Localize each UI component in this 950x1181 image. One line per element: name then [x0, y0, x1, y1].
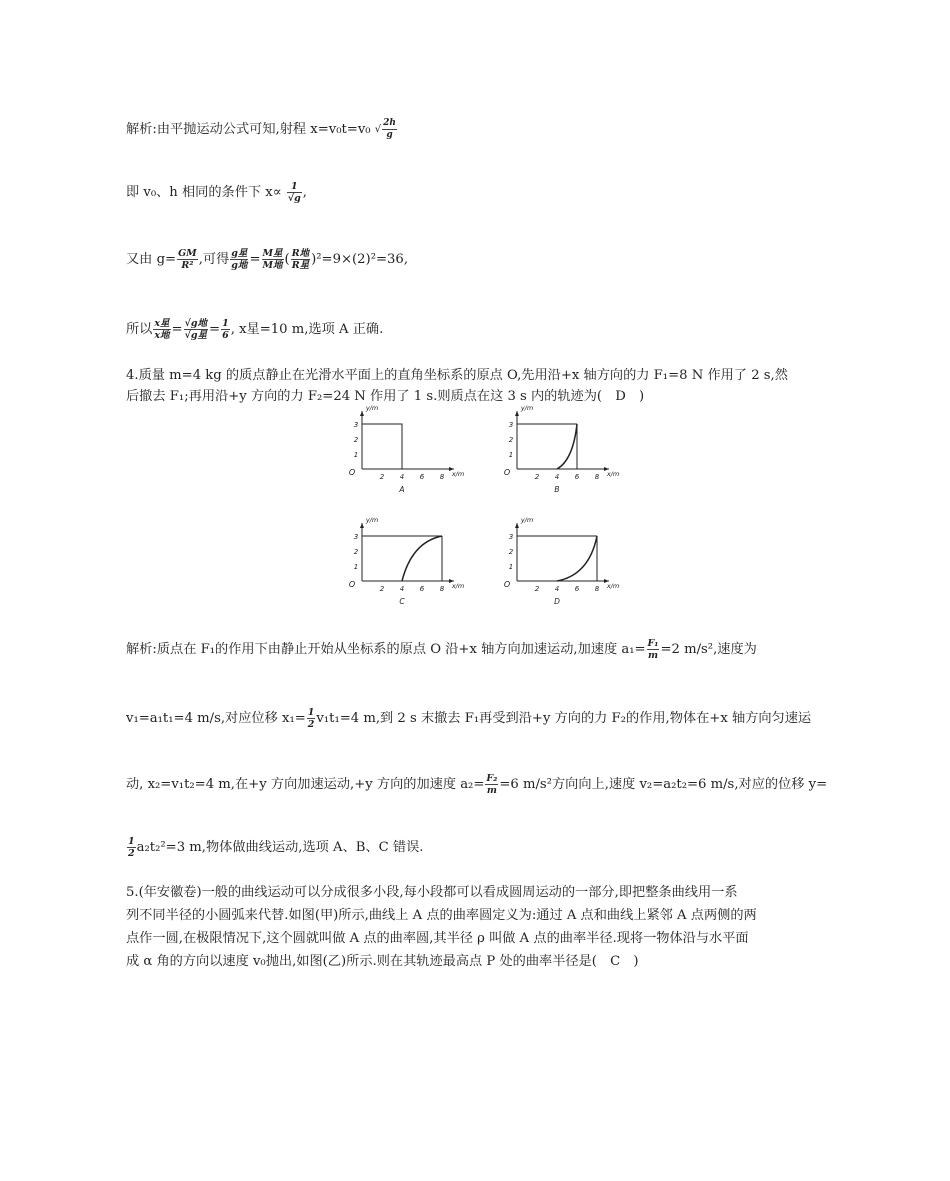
q4-line1: 4.质量 m=4 kg 的质点静止在光滑水平面上的直角坐标系的原点 O,先用沿+x 轴方向的力 F₁=8 N 作用了 2 s,然: [126, 368, 788, 383]
fraction-f1-over-m: $\frac{\text{F₁}}{m}$: [647, 638, 659, 661]
x-axis-label-B: x/m: [606, 470, 620, 478]
q5-line2: 列不同半径的小圆弧来代替.如图(甲)所示,曲线上 A 点的曲率圆定义为:通过 A 点和曲线上紧邻 A 点两侧的两: [126, 908, 757, 923]
y-tick-D-1: 1: [508, 563, 514, 571]
q5-line4: 成 α 角的方向以速度 v₀抛出,如图(乙)所示.则在其轨迹最高点 P 处的曲率半径是( C ): [126, 954, 639, 969]
x-tick-C-8: 8: [439, 585, 445, 593]
trajectory-graphs: [330, 403, 630, 613]
y-tick-B-3: 3: [508, 421, 514, 429]
fraction-f2-over-m: $\frac{\text{F₂}}{m}$: [486, 773, 498, 796]
x-tick-A-2: 2: [379, 473, 385, 481]
x-tick-C-2: 2: [379, 585, 385, 593]
trajectory-B: [557, 424, 577, 469]
origin-label-B: O: [503, 468, 511, 477]
q4-line2: 后撤去 F₁;再用沿+y 方向的力 F₂=24 N 作用了 1 s.则质点在这 3 s 内的轨迹为( D ): [126, 389, 645, 404]
panel-label-C: C: [399, 597, 405, 606]
sqrt-2h-over-g: √ $\frac{2h}{g}$: [374, 118, 396, 140]
y-arrow-B: [515, 411, 519, 416]
y-axis-label-A: y/m: [365, 404, 379, 412]
fraction-one-sixth: $\frac{1}{6}$: [222, 318, 229, 341]
q5-line1: 5.(年安徽卷)一般的曲线运动可以分成很多小段,每小段都可以看成圆周运动的一部分,即把整条曲线用一系: [126, 885, 738, 900]
y-tick-B-2: 2: [508, 436, 514, 444]
analysis2-line4: $\frac{1}{2}$ a₂t₂²=3 m,物体做曲线运动,选项 A、B、C 错误.: [128, 836, 424, 859]
y-tick-A-3: 3: [353, 421, 359, 429]
fraction-one-half: $\frac{1}{2}$: [307, 707, 315, 730]
x-tick-B-2: 2: [534, 473, 540, 481]
x-axis-label-C: x/m: [451, 582, 465, 590]
panel-label-B: B: [554, 485, 560, 494]
fraction-gm-r2: $\frac{GM}{\text{R²}}$: [178, 248, 197, 271]
panel-label-A: A: [399, 485, 405, 494]
x-tick-D-4: 4: [554, 585, 560, 593]
origin-label-A: O: [348, 468, 356, 477]
analysis2-line2: v₁=a₁t₁=4 m/s,对应位移 x₁= $\frac{1}{2}$ v₁t₁=4 m,到 2 s 末撤去 F₁再受到沿+y 方向的力 F₂的作用,物体在+x 轴方向匀速运: [126, 707, 812, 730]
y-tick-C-2: 2: [353, 548, 359, 556]
fraction-one-half-2: $\frac{1}{2}$: [128, 836, 135, 859]
x-tick-C-6: 6: [419, 585, 425, 593]
fraction-g-ratio: $\frac{\text{g星}}{\text{g地}}$: [231, 248, 248, 271]
analysis1-line2: 即 v₀、h 相同的条件下 x∝ $\frac{1}{√g}$ ,: [126, 181, 307, 204]
origin-label-D: O: [503, 580, 511, 589]
y-axis-label-C: y/m: [365, 516, 379, 524]
x-tick-A-4: 4: [399, 473, 405, 481]
analysis1-line3: 又由 g= $\frac{GM}{\text{R²}}$ ,可得 $\frac{\text{g星}}{\text{g地}}$ = $\frac{\text{M星}}{\text{M地}}$ ( $\frac{\text{R地}}{\text{R星}}$ )²=9×(2)²=36,: [126, 248, 409, 271]
trajectory-A: [362, 424, 402, 469]
y-tick-A-2: 2: [353, 436, 359, 444]
fraction-x-ratio: $\frac{\text{x星}}{\text{x地}}$: [154, 318, 170, 341]
x-tick-A-8: 8: [439, 473, 445, 481]
y-tick-B-1: 1: [508, 451, 514, 459]
analysis2-line3: 动, x₂=v₁t₂=4 m,在+y 方向加速运动,+y 方向的加速度 a₂= $\frac{\text{F₂}}{m}$ =6 m/s²方向向上,速度 v₂=a₂t₂=6 m/s,对应的位移 y=: [126, 773, 828, 796]
analysis1-line1: 解析:由平抛运动公式可知,射程 x=v₀t=v₀ √ $\frac{2h}{g}$: [126, 118, 396, 140]
x-tick-C-4: 4: [399, 585, 405, 593]
x-tick-B-4: 4: [554, 473, 560, 481]
fraction-m-ratio: $\frac{\text{M星}}{\text{M地}}$: [262, 248, 283, 271]
x-tick-A-6: 6: [419, 473, 425, 481]
fraction-one-over-sqrt-g: $\frac{1}{√g}$: [287, 181, 301, 204]
fraction-r-ratio: $\frac{\text{R地}}{\text{R星}}$: [291, 248, 310, 271]
trajectory-C: [402, 536, 442, 581]
x-tick-B-8: 8: [594, 473, 600, 481]
x-axis-label-D: x/m: [606, 582, 620, 590]
y-arrow-A: [360, 411, 364, 416]
y-axis-label-D: y/m: [520, 516, 534, 524]
y-axis-label-B: y/m: [520, 404, 534, 412]
q5-line3: 点作一圆,在极限情况下,这个圆就叫做 A 点的曲率圆,其半径 ρ 叫做 A 点的曲率半径.现将一物体沿与水平面: [126, 931, 749, 946]
origin-label-C: O: [348, 580, 356, 589]
x-tick-D-8: 8: [594, 585, 600, 593]
x-tick-D-2: 2: [534, 585, 540, 593]
y-tick-C-1: 1: [353, 563, 359, 571]
trajectory-D: [557, 536, 597, 581]
q4-answer-figures: [330, 403, 630, 613]
x-tick-B-6: 6: [574, 473, 580, 481]
x-tick-D-6: 6: [574, 585, 580, 593]
fraction-sqrt-g-ratio: $\frac{\text{√g地}}{\text{√g星}}$: [184, 318, 207, 341]
y-arrow-C: [360, 523, 364, 528]
analysis2-line1: 解析:质点在 F₁的作用下由静止开始从坐标系的原点 O 沿+x 轴方向加速运动,加速度 a₁= $\frac{\text{F₁}}{m}$ =2 m/s²,速度为: [126, 638, 757, 661]
y-tick-D-2: 2: [508, 548, 514, 556]
y-tick-D-3: 3: [508, 533, 514, 541]
y-arrow-D: [515, 523, 519, 528]
x-axis-label-A: x/m: [451, 470, 465, 478]
analysis1-line4: 所以 $\frac{\text{x星}}{\text{x地}}$ = $\frac{\text{√g地}}{\text{√g星}}$ = $\frac{1}{6}$ , x星=10 m,选项 A 正确.: [126, 318, 384, 341]
y-tick-A-1: 1: [353, 451, 359, 459]
panel-label-D: D: [554, 597, 560, 606]
y-tick-C-3: 3: [353, 533, 359, 541]
